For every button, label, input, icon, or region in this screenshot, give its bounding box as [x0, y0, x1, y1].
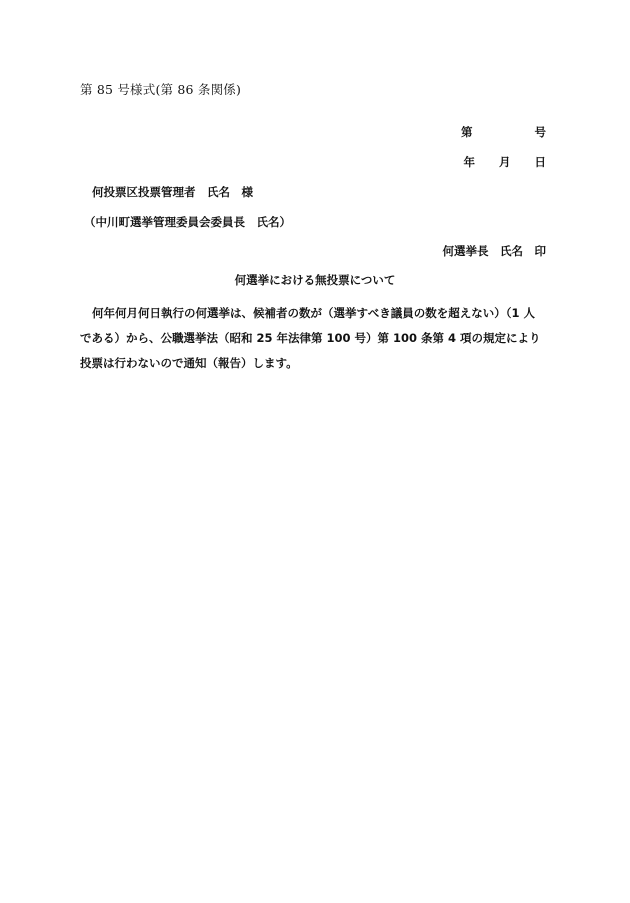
- document-number-suffix: 号: [534, 125, 546, 139]
- date-year: 年: [463, 155, 475, 169]
- date-day-blank: [511, 154, 535, 170]
- date-month: 月: [499, 155, 511, 169]
- form-number: 第 85 号様式(第 86 条関係): [80, 82, 242, 97]
- date-line: [464, 154, 547, 170]
- alt-addressee: （中川町選挙管理委員会委員長 氏名）: [84, 215, 291, 229]
- date-month-blank: [475, 154, 499, 170]
- document-number-prefix: 第: [461, 125, 473, 139]
- document-number-line: [461, 124, 546, 140]
- body-paragraph: 何年何月何日執行の何選挙は、候補者の数が（選挙すべき議員の数を超えない）（1 人である）から、公職選挙法（昭和 25 年法律第 100 号）第 100 条第 4 項の規定により投票は行わないので通知（報告）します。: [80, 306, 541, 370]
- subject-title: 何選挙における無投票について: [234, 273, 396, 287]
- date-day: 日: [534, 155, 546, 169]
- sender: 何選挙長 氏名 印: [442, 244, 546, 258]
- addressee: 何投票区投票管理者 氏名 様: [92, 185, 253, 199]
- document-number-blank: [473, 124, 535, 140]
